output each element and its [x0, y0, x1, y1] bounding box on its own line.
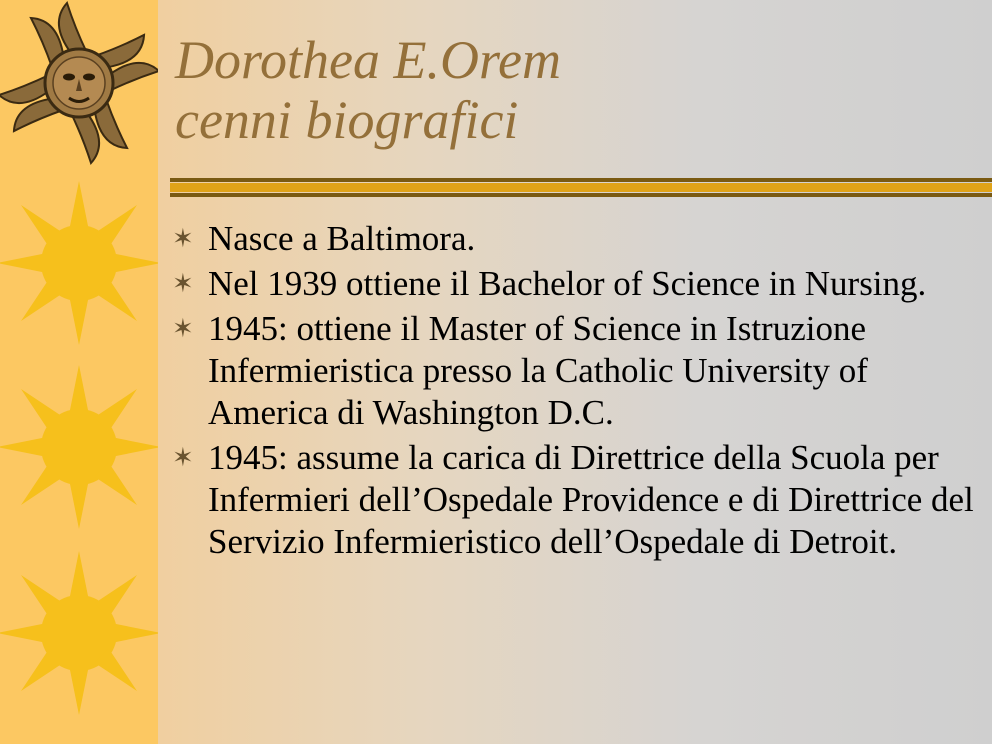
- bullet-text: Nasce a Baltimora.: [208, 219, 476, 258]
- title-line-2: cenni biografici: [175, 90, 519, 150]
- bullet-item: [170, 263, 980, 305]
- bullet-item: [170, 218, 980, 260]
- carved-sun-icon: [0, 0, 158, 170]
- star-bullet-icon: ✶: [172, 443, 194, 473]
- star-bullet-icon: ✶: [172, 269, 194, 299]
- bullet-list: [170, 218, 980, 566]
- bullet-item: [170, 308, 980, 434]
- sun-icon: [0, 548, 158, 718]
- title-divider: [170, 176, 992, 200]
- slide-title: [175, 30, 975, 150]
- bullet-text: Nel 1939 ottiene il Bachelor of Science in Nursing.: [208, 264, 927, 303]
- bullet-text: 1945: assume la carica di Direttrice della Scuola per Infermieri dell’Ospedale Providence e di Direttrice del Servizio Infermieristico dell’Ospedale di Detroit.: [208, 438, 974, 561]
- sun-icon: [0, 178, 158, 348]
- bullet-text: 1945: ottiene il Master of Science in Istruzione Infermieristica presso la Catholic University of America di Washington D.C.: [208, 309, 868, 432]
- star-bullet-icon: ✶: [172, 314, 194, 344]
- sun-icon: [0, 362, 158, 532]
- title-line-1: Dorothea E.Orem: [175, 30, 561, 90]
- bullet-item: [170, 437, 980, 563]
- star-bullet-icon: ✶: [172, 224, 194, 254]
